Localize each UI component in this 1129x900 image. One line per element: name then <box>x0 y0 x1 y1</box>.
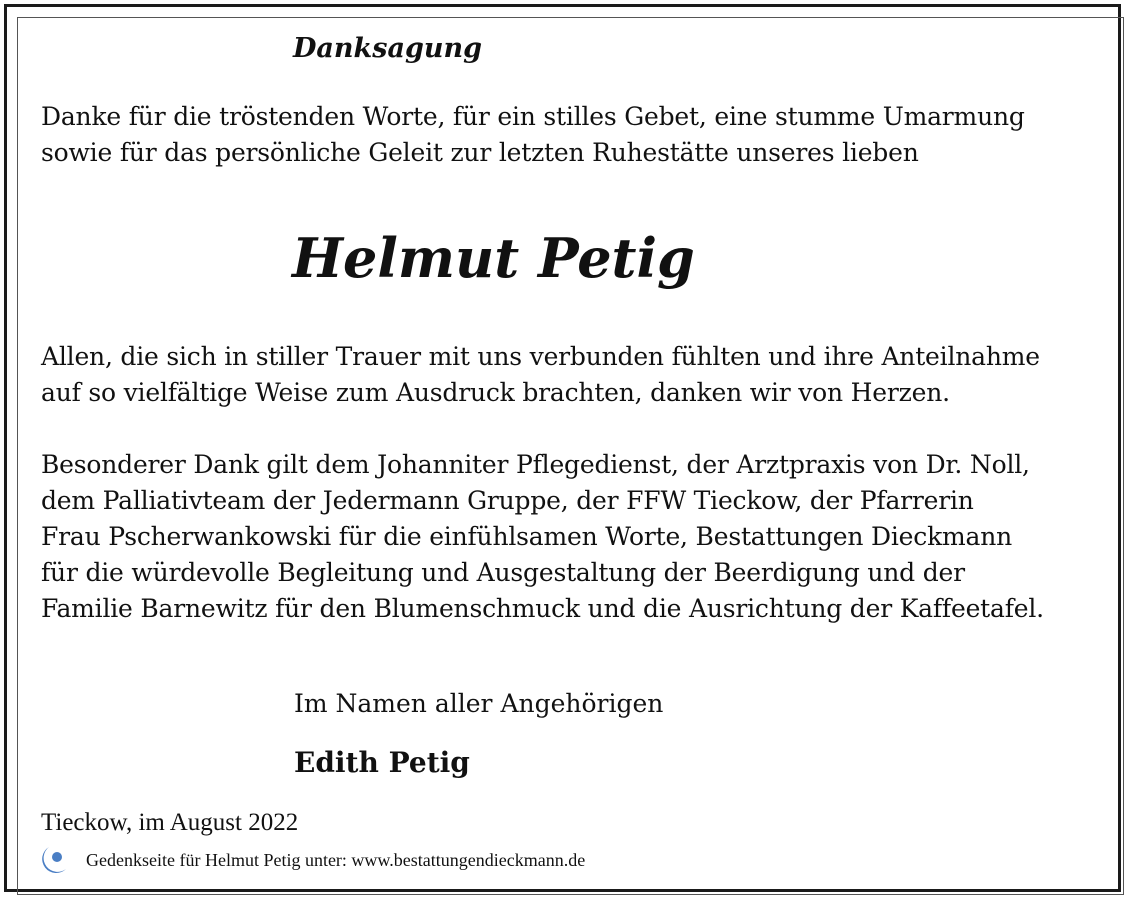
notice-heading: Danksagung <box>293 33 482 64</box>
intro-line: sowie für das persönliche Geleit zur letzten Ruhestätte unseres lieben <box>41 138 919 167</box>
on-behalf-line: Im Namen aller Angehörigen <box>294 689 664 718</box>
thanks-line: Allen, die sich in stiller Trauer mit uns verbunden fühlten und ihre Anteilnahme <box>41 342 1040 371</box>
memorial-page-link[interactable]: Gedenkseite für Helmut Petig unter: www.bestattungendieckmann.de <box>86 850 586 870</box>
intro-paragraph <box>41 99 1025 171</box>
special-thanks-paragraph <box>41 447 1044 627</box>
special-thanks-line: Familie Barnewitz für den Blumenschmuck und die Ausrichtung der Kaffeetafel. <box>41 594 1044 623</box>
thanks-line: auf so vielfältige Weise zum Ausdruck brachten, danken wir von Herzen. <box>41 378 950 407</box>
intro-line: Danke für die tröstenden Worte, für ein stilles Gebet, eine stumme Umarmung <box>41 102 1025 131</box>
signer-name: Edith Petig <box>294 746 470 779</box>
place-date: Tieckow, im August 2022 <box>41 809 299 836</box>
special-thanks-line: Besonderer Dank gilt dem Johanniter Pflegedienst, der Arztpraxis von Dr. Noll, <box>41 450 1030 479</box>
special-thanks-line: Frau Pscherwankowski für die einfühlsamen Worte, Bestattungen Dieckmann <box>41 522 1013 551</box>
special-thanks-line: dem Palliativteam der Jedermann Gruppe, der FFW Tieckow, der Pfarrerin <box>41 486 974 515</box>
crescent-dot-logo-icon <box>40 843 72 875</box>
thanks-paragraph <box>41 339 1040 411</box>
deceased-name: Helmut Petig <box>292 226 695 290</box>
special-thanks-line: für die würdevolle Begleitung und Ausgestaltung der Beerdigung und der <box>41 558 965 587</box>
